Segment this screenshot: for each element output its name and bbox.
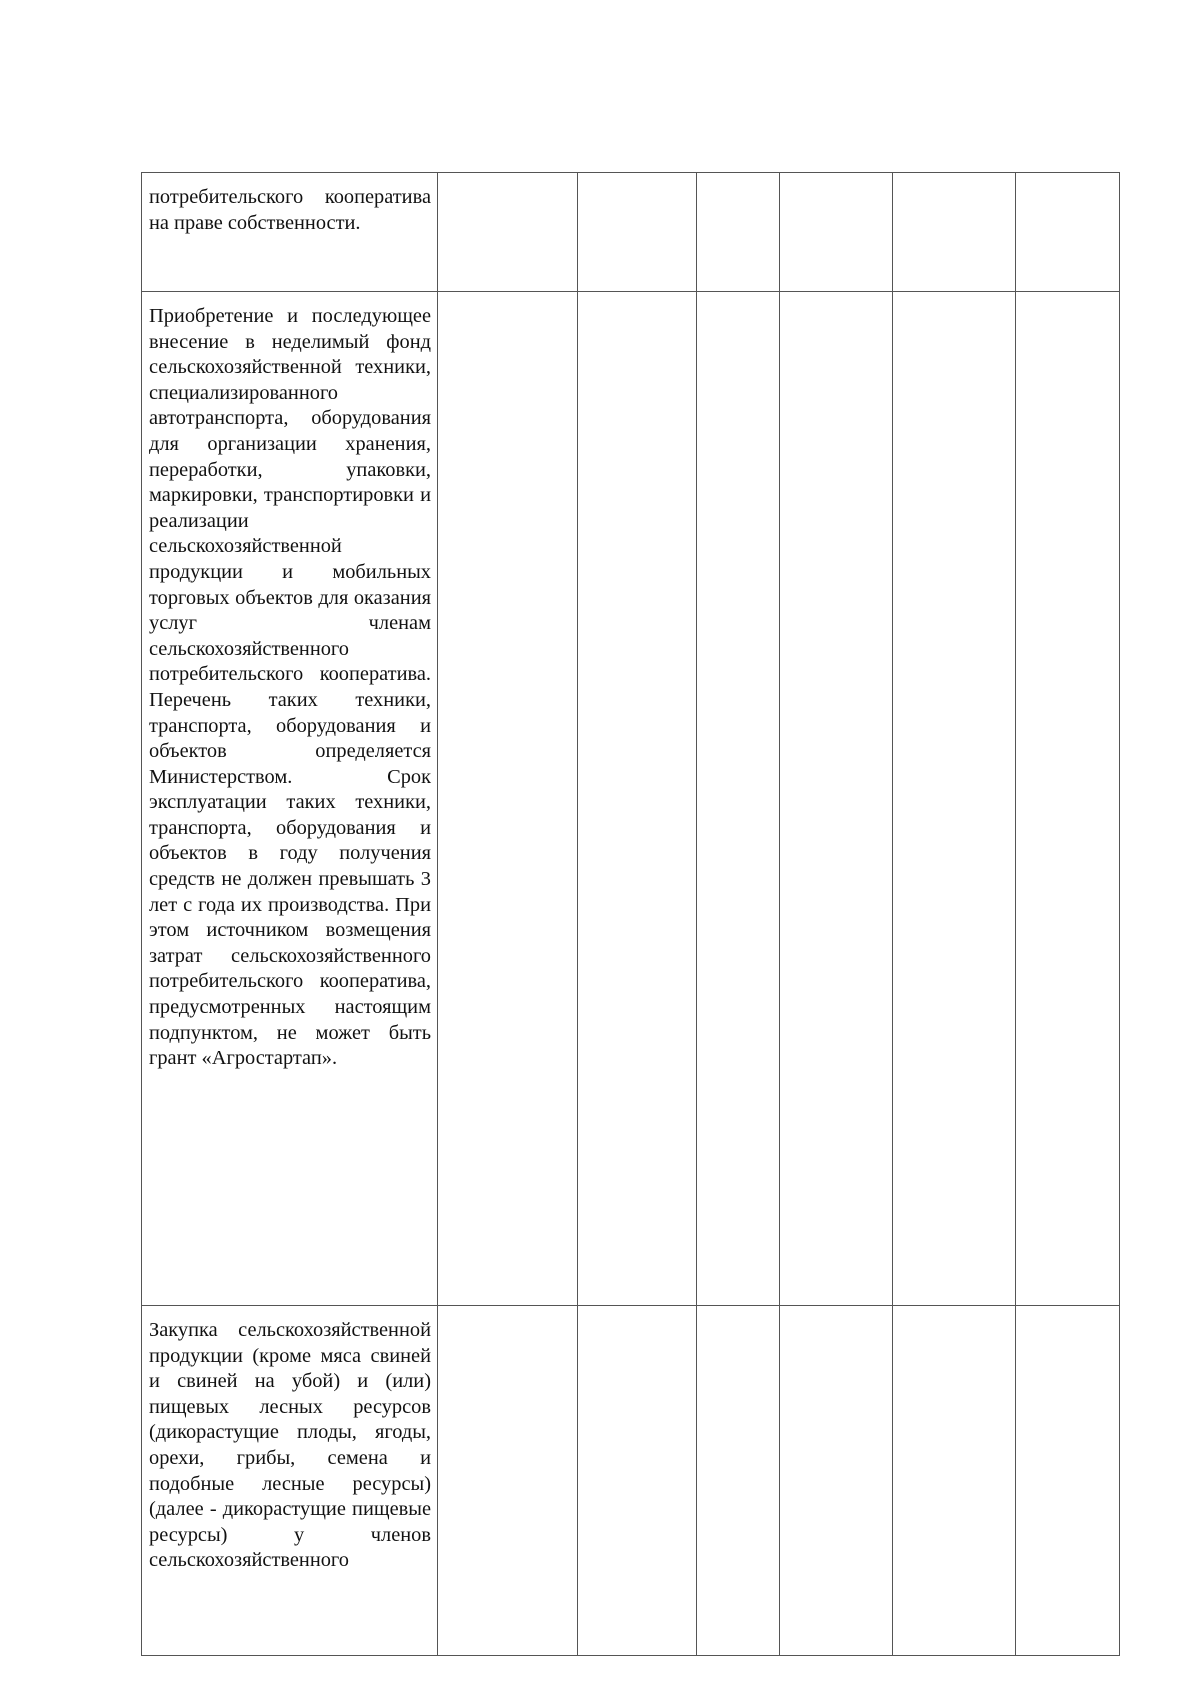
description-cell: Закупка сельскохозяйственной продукции (кроме мяса свиней и свиней на убой) и (или) пищевых лесных ресурсов (дикорастущие плоды, ягоды, орехи, грибы, семена и подобные лесные ресурсы) (далее - дикорастущие пищевые ресурсы) у членов сельскохозяйственного bbox=[142, 1306, 438, 1656]
empty-cell bbox=[780, 292, 893, 1306]
table-row bbox=[142, 292, 1120, 1306]
empty-cell bbox=[1016, 173, 1120, 292]
description-cell: Приобретение и последующее внесение в неделимый фонд сельскохозяйственной техники, специализированного автотранспорта, оборудования для организации хранения, переработки, упаковки, маркировки, транспортировки и реализации сельскохозяйственной продукции и мобильных торговых объектов для оказания услуг членам сельскохозяйственного потребительского кооператива. Перечень таких техники, транспорта, оборудования и объектов определяется Министерством. Срок эксплуатации таких техники, транспорта, оборудования и объектов в году получения средств не должен превышать 3 лет с года их производства. При этом источником возмещения затрат сельскохозяйственного потребительского кооператива, предусмотренных настоящим подпунктом, не может быть грант «Агростартап». bbox=[142, 292, 438, 1306]
empty-cell bbox=[438, 292, 578, 1306]
table-row bbox=[142, 173, 1120, 292]
empty-cell bbox=[578, 1306, 697, 1656]
empty-cell bbox=[697, 292, 780, 1306]
empty-cell bbox=[578, 173, 697, 292]
empty-cell bbox=[438, 1306, 578, 1656]
empty-cell bbox=[780, 173, 893, 292]
empty-cell bbox=[697, 173, 780, 292]
table-row bbox=[142, 1306, 1120, 1656]
empty-cell bbox=[1016, 292, 1120, 1306]
empty-cell bbox=[438, 173, 578, 292]
empty-cell bbox=[780, 1306, 893, 1656]
description-cell: потребительского кооператива на праве собственности. bbox=[142, 173, 438, 292]
empty-cell bbox=[578, 292, 697, 1306]
empty-cell bbox=[1016, 1306, 1120, 1656]
empty-cell bbox=[893, 1306, 1016, 1656]
measures-table bbox=[141, 172, 1120, 1656]
empty-cell bbox=[893, 292, 1016, 1306]
empty-cell bbox=[893, 173, 1016, 292]
empty-cell bbox=[697, 1306, 780, 1656]
